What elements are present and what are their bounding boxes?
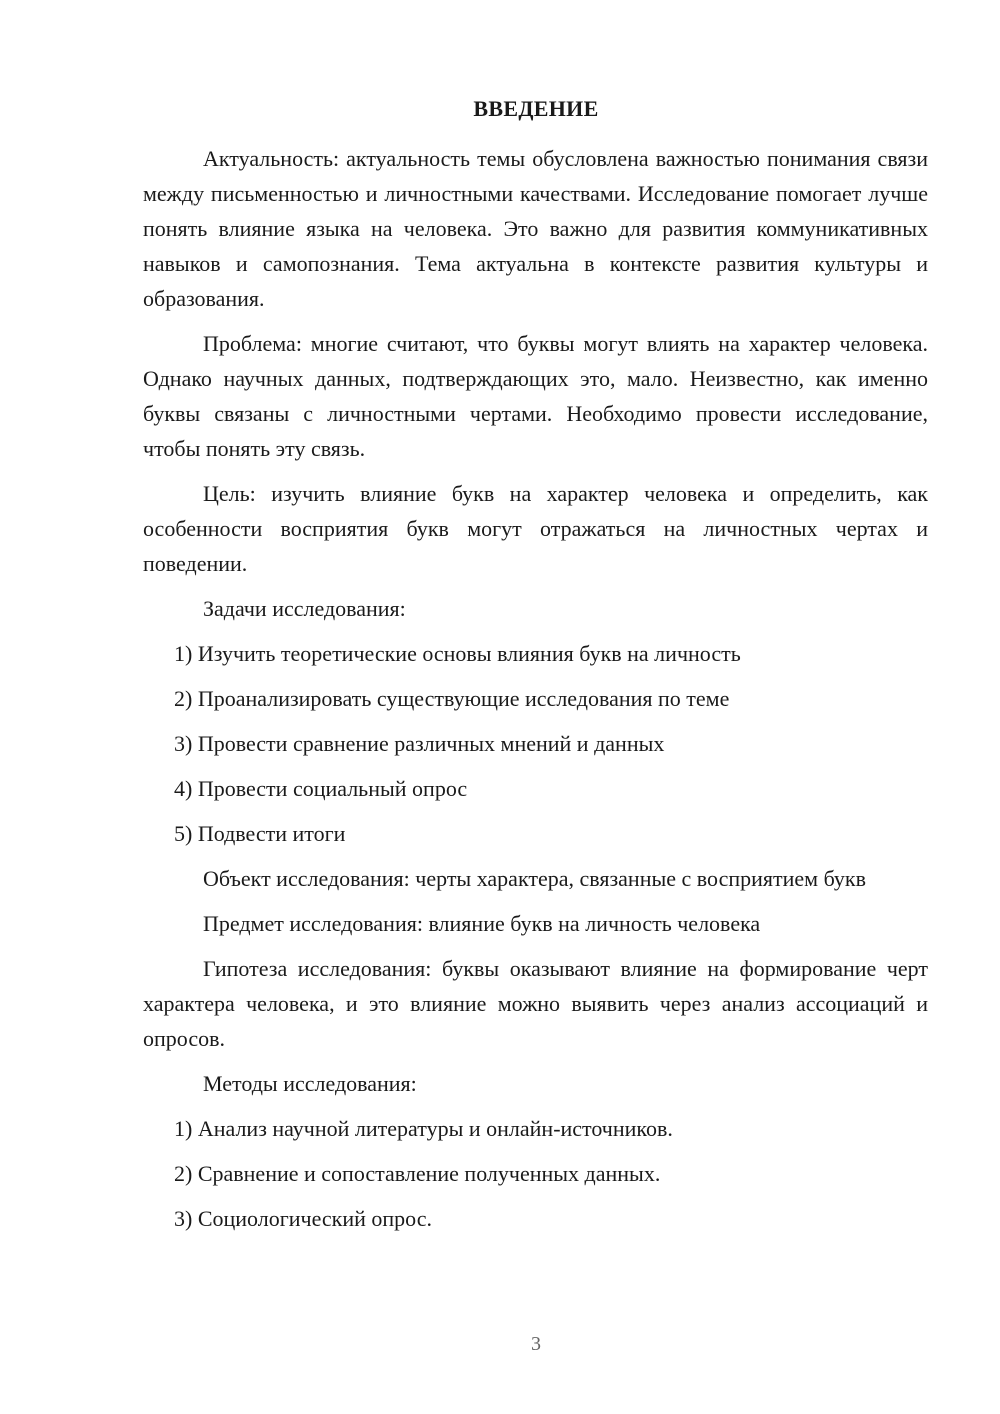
method-item: 1) Анализ научной литературы и онлайн-источников.: [174, 1116, 673, 1141]
task-item: 2) Проанализировать существующие исследования по теме: [174, 686, 730, 711]
hypothesis-paragraph: Гипотеза исследования: буквы оказывают влияние на формирование черт характера человека, и это влияние можно выявить через анализ ассоциаций и опросов.: [143, 956, 928, 1051]
methods-label: Методы исследования:: [203, 1071, 417, 1096]
goal-paragraph: Цель: изучить влияние букв на характер человека и определить, как особенности восприятия букв могут отражаться на личностных чертах и поведении.: [143, 481, 928, 576]
task-item: 5) Подвести итоги: [174, 821, 346, 846]
task-item: 1) Изучить теоретические основы влияния букв на личность: [174, 641, 741, 666]
method-item: 2) Сравнение и сопоставление полученных данных.: [174, 1161, 661, 1186]
tasks-label: Задачи исследования:: [203, 596, 406, 621]
page-number: 3: [531, 1333, 541, 1355]
page-title: ВВЕДЕНИЕ: [473, 96, 599, 121]
subject-paragraph: Предмет исследования: влияние букв на личность человека: [203, 911, 761, 936]
method-item: 3) Социологический опрос.: [174, 1206, 432, 1231]
task-item: 3) Провести сравнение различных мнений и данных: [174, 731, 665, 756]
problem-paragraph: Проблема: многие считают, что буквы могут влиять на характер человека. Однако научных данных, подтверждающих это, мало. Неизвестно, как именно буквы связаны с личностными чертами. Необходимо провести исследование, чтобы понять эту связь.: [143, 331, 928, 461]
document-body: [143, 141, 928, 1246]
relevance-paragraph: Актуальность: актуальность темы обусловлена важностью понимания связи между письменностью и личностными качествами. Исследование помогает лучше понять влияние языка на человека. Это важно для развития коммуникативных навыков и самопознания. Тема актуальна в контексте развития культуры и образования.: [143, 146, 928, 311]
task-item: 4) Провести социальный опрос: [174, 776, 468, 801]
object-paragraph: Объект исследования: черты характера, связанные с восприятием букв: [203, 866, 867, 891]
